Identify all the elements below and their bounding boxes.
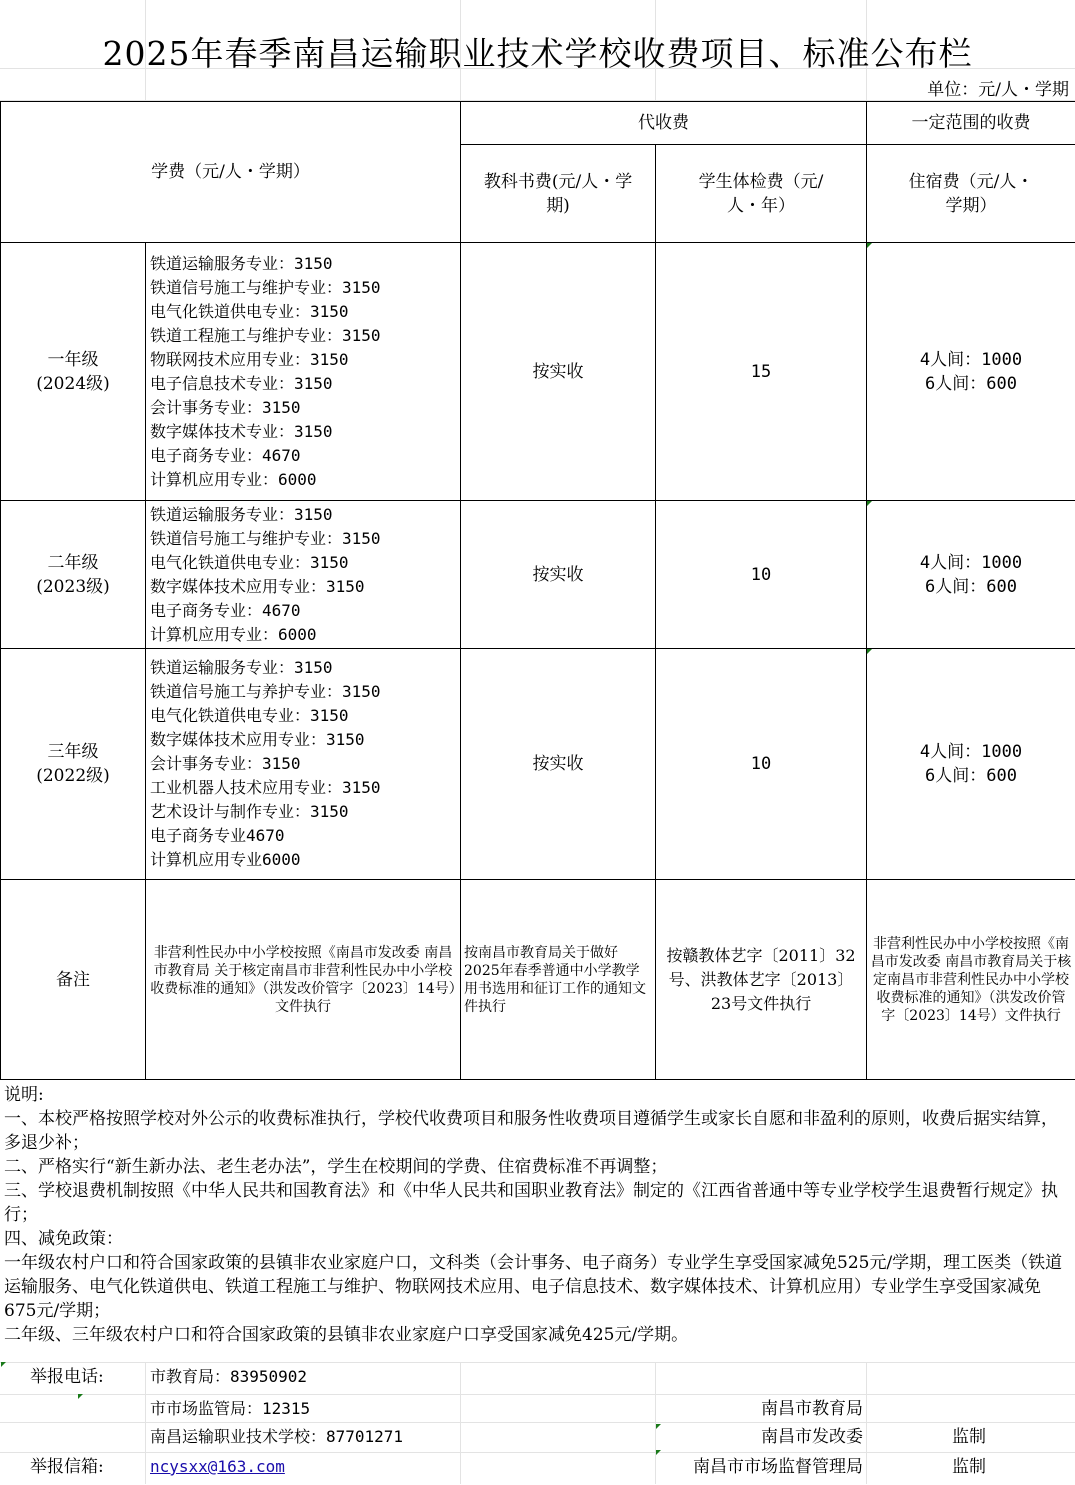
supervise-label: 监制 [952,1427,986,1447]
note-item: 二、严格实行“新生新办法、老生老办法”，学生在校期间的学费、住宿费标准不再调整； [4,1157,668,1177]
footer-row [0,1452,1075,1483]
major-item: 物联网技术应用专业：3150 [150,349,349,369]
footer-row [0,1422,1075,1453]
remarks-textbook: 按南昌市教育局关于做好2025年春季普通中小学教学用书选用和征订工作的通知文件执行 [461,880,656,1080]
grade-cohort: (2024级) [36,373,110,394]
textbook-fee: 按实收 [461,243,656,501]
remarks-dorm: 非营利性民办中小学校按照《南昌市发改委 南昌市教育局关于核定南昌市非营利性民办中小学校收费标准的通知》（洪发改价管字〔2023〕14号）文件执行 [867,880,1075,1080]
major-item: 电气化铁道供电专业：3150 [150,706,349,725]
major-item: 铁道信号施工与维护专业：3150 [150,528,381,548]
header-dorm: 住宿费（元/人・学期） [867,145,1075,243]
comment-marker [78,1394,83,1399]
org-market-regulation-bureau: 南昌市市场监督管理局 [693,1457,863,1477]
market-bureau-phone: 市市场监管局：12315 [150,1399,311,1418]
major-item: 计算机应用专业6000 [150,850,301,869]
major-item: 会计事务专业：3150 [150,754,301,773]
report-mail-label: 举报信箱: [30,1457,104,1477]
comment-marker [1,1362,6,1367]
dorm-item: 6人间：600 [925,373,1017,394]
major-item: 数字媒体技术应用专业：3150 [150,730,365,749]
comment-marker [656,1424,661,1429]
remarks-label: 备注 [1,880,146,1080]
unit-label: 单位：元/人・学期 [927,80,1069,100]
major-item: 铁道信号施工与维护专业：3150 [150,277,381,297]
note-item: 三、学校退费机制按照《中华人民共和国教育法》和《中华人民共和国职业教育法》制定的《江西省普通中等专业学校学生退费暂行规定》执行； [4,1181,1058,1225]
remarks-tuition: 非营利性民办中小学校按照《南昌市发改委 南昌市教育局 关于核定南昌市非营利性民办中小学校收费标准的通知》（洪发改价管字〔2023〕14号）文件执行 [146,880,461,1080]
grade-name: 一年级 [47,349,99,370]
major-item: 铁道信号施工与养护专业：3150 [150,682,381,701]
dorm-item: 6人间：600 [925,576,1017,597]
major-item: 数字媒体技术专业：3150 [150,421,333,441]
grade-cell [1,649,146,880]
dorm-item: 4人间：1000 [919,349,1023,370]
checkup-fee: 15 [656,243,867,501]
major-item: 电子商务专业：4670 [150,445,301,465]
major-item: 铁道运输服务专业：3150 [150,658,333,677]
dorm-item: 4人间：1000 [919,552,1023,573]
dorm-item: 4人间：1000 [919,742,1023,762]
grade-cell [1,243,146,501]
major-item: 铁道运输服务专业：3150 [150,504,333,524]
grade-cell [1,501,146,649]
major-item: 电气化铁道供电专业：3150 [150,301,349,321]
major-item: 计算机应用专业：6000 [150,624,317,644]
dorm-fee [867,501,1075,649]
checkup-fee: 10 [656,501,867,649]
majors-cell [146,649,461,880]
notes-section [4,1083,1070,1347]
report-email-link[interactable]: ncysxx@163.com [150,1457,285,1476]
grade-cohort: (2022级) [36,766,110,786]
major-item: 电子信息技术专业：3150 [150,373,333,393]
major-item: 电子商务专业：4670 [150,600,301,620]
comment-marker [656,1450,661,1455]
note-item: 四、减免政策： [4,1229,123,1249]
grade-name: 三年级 [47,742,99,762]
grade-name: 二年级 [47,552,99,573]
major-item: 工业机器人技术应用专业：3150 [150,778,381,797]
major-item: 数字媒体技术应用专业：3150 [150,576,365,596]
major-item: 电气化铁道供电专业：3150 [150,552,349,572]
school-phone: 南昌运输职业技术学校：87701271 [150,1427,404,1446]
majors-cell [146,243,461,501]
major-item: 铁道工程施工与维护专业：3150 [150,325,381,345]
dorm-item: 6人间：600 [925,766,1017,786]
header-tuition: 学费（元/人・学期） [1,102,461,243]
major-item: 电子商务专业4670 [150,826,285,845]
majors-cell [146,501,461,649]
page-title: 2025年春季南昌运输职业技术学校收费项目、标准公布栏 [102,34,973,73]
header-agency: 代收费 [461,102,867,145]
fee-table [0,101,1075,1080]
org-development-commission: 南昌市发改委 [761,1427,863,1447]
textbook-fee: 按实收 [461,649,656,880]
comment-marker [867,649,872,654]
comment-marker [867,501,872,506]
org-education-bureau: 南昌市教育局 [761,1399,863,1419]
dorm-fee [867,243,1075,501]
notes-heading: 说明: [4,1085,44,1105]
footer-row [0,1394,1075,1425]
major-item: 会计事务专业：3150 [150,397,301,417]
edu-bureau-phone: 市教育局：83950902 [150,1367,308,1386]
major-item: 铁道运输服务专业：3150 [150,253,333,273]
remarks-checkup: 按赣教体艺字〔2011〕32号、洪教体艺字〔2013〕23号文件执行 [656,880,867,1080]
checkup-fee: 10 [656,649,867,880]
header-range: 一定范围的收费 [867,102,1075,145]
report-phone-label: 举报电话: [30,1367,104,1387]
comment-marker [867,243,872,248]
note-item: 二年级、三年级农村户口和符合国家政策的县镇非农业家庭户口享受国家减免425元/学期。 [4,1325,689,1345]
note-item: 一、本校严格按照学校对外公示的收费标准执行，学校代收费项目和服务性收费项目遵循学生或家长自愿和非盈利的原则，收费后据实结算，多退少补； [4,1109,1058,1153]
note-item: 一年级农村户口和符合国家政策的县镇非农业家庭户口，文科类（会计事务、电子商务）专业学生享受国家减免525元/学期，理工医类（铁道运输服务、电气化铁道供电、铁道工程施工与维护、物联网技术应用、电子信息技术、数字媒体技术、计算机应用）专业学生享受国家减免675元/学期； [4,1253,1063,1321]
textbook-fee: 按实收 [461,501,656,649]
major-item: 艺术设计与制作专业：3150 [150,802,349,821]
supervise-label: 监制 [952,1457,986,1477]
header-checkup: 学生体检费（元/人・年） [656,145,867,243]
footer-row [0,1362,1075,1393]
header-textbook: 教科书费(元/人・学期) [461,145,656,243]
grade-cohort: (2023级) [36,576,110,597]
dorm-fee [867,649,1075,880]
major-item: 计算机应用专业：6000 [150,469,317,489]
